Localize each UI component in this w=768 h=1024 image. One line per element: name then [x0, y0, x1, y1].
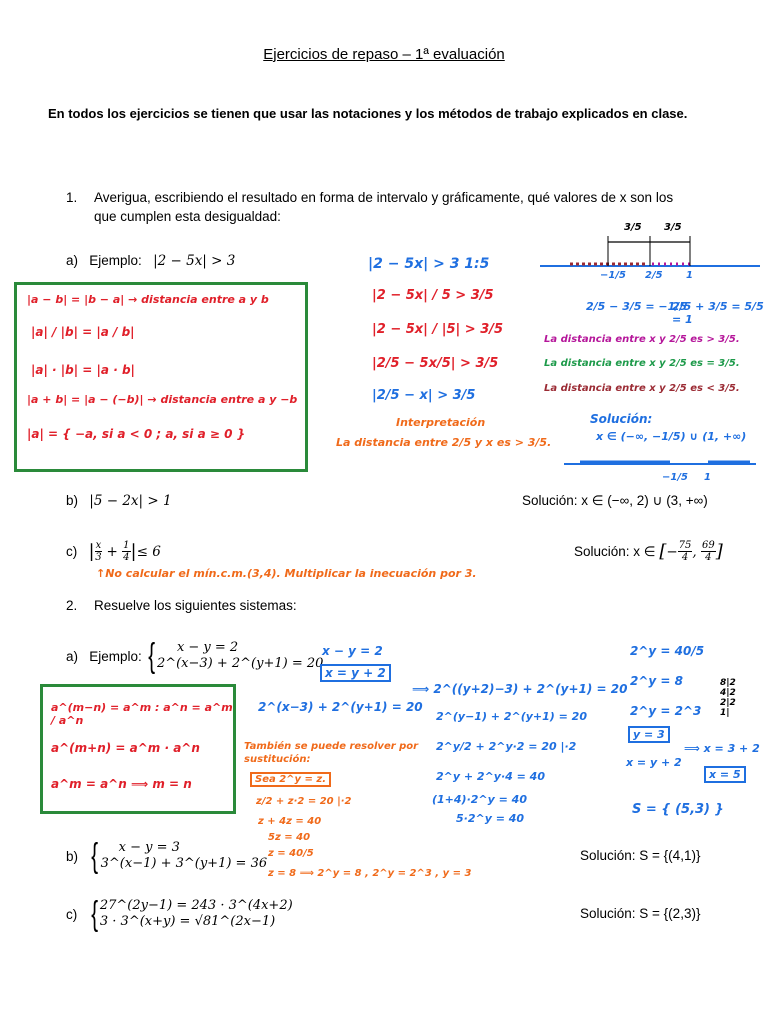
note-line: |a| = { −a, si a < 0 ; a, si a ≥ 0 } [27, 427, 246, 441]
item-label: a) [66, 648, 79, 664]
question-text-line2: que cumplen esta desigualdad: [94, 209, 281, 224]
step: 2^y = 40/5 [630, 644, 705, 658]
equation: x − y = 3 [118, 840, 180, 855]
equation: 27^(2y−1) = 243 · 3^(4x+2) [99, 898, 293, 913]
item-label: b) [66, 848, 79, 864]
factor-row: 4|2 [720, 688, 736, 698]
note-line: |a| · |b| = |a · b| [31, 363, 135, 377]
interp-label: Interpretación [396, 416, 486, 429]
orange-note: 5z = 40 [268, 832, 311, 843]
step: 2^y = 2^3 [630, 704, 702, 718]
item-label: c) [66, 544, 78, 559]
step: (1+4)·2^y = 40 [432, 793, 527, 806]
nl-tick: −1/5 [662, 472, 688, 483]
item-label: c) [66, 906, 78, 922]
system: { x − y = 2 2^(x−3) + 2^(y+1) = 20 [147, 637, 324, 675]
q1-a [66, 253, 235, 269]
orange-note: z + 4z = 40 [258, 816, 322, 827]
orange-note: z/2 + z·2 = 20 |·2 [256, 796, 352, 807]
num: 75 [678, 540, 692, 551]
q1-c [66, 540, 161, 563]
den: 4 [705, 552, 712, 563]
question-text-line1: Averigua, escribiendo el resultado en forma de intervalo y gráficamente, qué valores de x son los [94, 190, 674, 205]
dist-note: La distancia entre x y 2/5 es = 3/5. [544, 358, 740, 369]
nl-tick: 2/5 [645, 270, 663, 281]
nl-tick: −1/5 [600, 270, 626, 281]
factor-row: 1| [720, 708, 730, 718]
step: |2 − 5x| / 5 > 3/5 [372, 288, 494, 303]
step: x = y + 2 [320, 664, 391, 682]
item-label: a) [66, 253, 79, 268]
note-line: |a + b| = |a − (−b)| → distancia entre a y −b [27, 393, 298, 406]
solution-number-line [560, 454, 760, 474]
q2-a [66, 637, 324, 675]
q2-c [66, 895, 293, 933]
solution-c: Solución: x ∈ [ − $\frac{75}{4}$ , $\frac{69}{4}$ ] [574, 540, 723, 563]
notes-box-abs [14, 282, 308, 472]
abs-bar: | [88, 541, 95, 562]
system: { 27^(2y−1) = 243 · 3^(4x+2) 3 · 3^(x+y) = √81^(2x−1) [90, 895, 293, 933]
note-line: a^(m+n) = a^m · a^n [51, 741, 200, 755]
question-1 [66, 188, 673, 226]
solution-label: Solución: [590, 412, 653, 426]
step: ⟹ x = 3 + 2 [684, 742, 760, 755]
example-label: Ejemplo: [89, 253, 142, 268]
orange-note: z = 40/5 [268, 848, 314, 859]
step: x = y + 2 [626, 756, 682, 769]
sum: 2/5 − 3/5 = −1/5 [586, 300, 687, 313]
num: 69 [702, 540, 715, 551]
step: 2^y/2 + 2^y·2 = 20 |·2 [436, 740, 577, 753]
dist-note: La distancia entre x y 2/5 es > 3/5. [544, 334, 740, 345]
note-line: |a − b| = |b − a| → distancia entre a y b [27, 293, 269, 306]
orange-note: También se puede resolver por sustitución: [244, 741, 419, 765]
inequality-tail: ≤ 6 [136, 543, 161, 560]
question-2 [66, 598, 297, 613]
step: 2^(x−3) + 2^(y+1) = 20 [258, 700, 423, 714]
factorization [720, 678, 736, 718]
solution-prefix: Solución: x ∈ [574, 543, 656, 559]
interp-text: La distancia entre 2/5 y x es > 3/5. [336, 436, 552, 449]
step: |2 − 5x| / |5| > 3/5 [372, 322, 504, 337]
question-text: Resuelve los siguientes sistemas: [94, 598, 297, 613]
step: |2 − 5x| > 3 1:5 [368, 256, 490, 272]
solution-b: Solución: S = {(4,1)} [580, 848, 701, 863]
solution-interval: x ∈ (−∞, −1/5) ∪ (1, +∞) [596, 430, 747, 443]
step: y = 3 [628, 726, 670, 743]
step: 2^y + 2^y·4 = 40 [436, 770, 545, 783]
nl-tick: 1 [704, 472, 711, 483]
question-number: 1. [66, 190, 78, 205]
sum: 2/5 + 3/5 = 5/5 = 1 [672, 300, 764, 326]
factor-row: 2|2 [720, 698, 736, 708]
fraction: $\frac{x}{3}$ [95, 540, 102, 563]
nl-tick: 1 [686, 270, 693, 281]
orange-note: z = 8 ⟹ 2^y = 8 , 2^y = 2^3 , y = 3 [268, 868, 472, 879]
dist-note: La distancia entre x y 2/5 es < 3/5. [544, 383, 740, 394]
notes-box-powers [40, 684, 236, 814]
equation: x − y = 2 [176, 640, 239, 655]
solution-b: Solución: x ∈ (−∞, 2) ∪ (3, +∞) [522, 493, 708, 508]
factor-row: 8|2 [720, 678, 736, 688]
note-line: |a| / |b| = |a / b| [31, 325, 135, 339]
step: x = 5 [704, 766, 746, 783]
fraction: $\frac{1}{4}$ [123, 540, 130, 563]
instructions: En todos los ejercicios se tienen que usar las notaciones y los métodos de trabajo explicados en clase. [48, 106, 688, 121]
note-line: a^m = a^n ⟹ m = n [51, 777, 192, 791]
q1-b [66, 493, 172, 509]
den: 4 [681, 552, 689, 563]
step: 2^(y−1) + 2^(y+1) = 20 [436, 710, 587, 723]
equation: 3^(x−1) + 3^(y+1) = 36 [100, 856, 268, 871]
note-c-text: No calcular el mín.c.m.(3,4). Multiplicar la inecuación por 3. [105, 567, 477, 580]
step: |2/5 − 5x/5| > 3/5 [372, 356, 499, 371]
note-c: ↑No calcular el mín.c.m.(3,4). Multiplicar la inecuación por 3. [96, 567, 477, 580]
plus: + [102, 543, 123, 560]
equation: 2^(x−3) + 2^(y+1) = 20 [156, 656, 324, 671]
equation: 3 · 3^(x+y) = √81^(2x−1) [99, 914, 276, 929]
question-number: 2. [66, 598, 78, 613]
abs-bar: | [130, 541, 137, 562]
step: 5·2^y = 40 [456, 812, 525, 825]
solution-c: Solución: S = {(2,3)} [580, 906, 701, 921]
page-title: Ejercicios de repaso – 1ª evaluación [263, 46, 505, 63]
inequality: |5 − 2x| > 1 [89, 493, 172, 509]
step: x − y = 2 [322, 644, 383, 658]
example-label: Ejemplo: [89, 648, 142, 664]
solution-set: S = { (5,3) } [632, 802, 724, 817]
step: |2/5 − x| > 3/5 [372, 388, 476, 403]
nl-label: 3/5 [624, 222, 642, 233]
step: ⟹ 2^((y+2)−3) + 2^(y+1) = 20 [412, 682, 628, 696]
step: 2^y = 8 [630, 674, 683, 688]
note-line: a^(m−n) = a^m : a^n = a^m / a^n [51, 701, 233, 727]
q2-b [66, 837, 268, 875]
inequality: |2 − 5x| > 3 [153, 253, 236, 269]
orange-note: Sea 2^y = z. [250, 772, 331, 787]
item-label: b) [66, 493, 79, 508]
system: { x − y = 3 3^(x−1) + 3^(y+1) = 36 [91, 837, 268, 875]
nl-label: 3/5 [664, 222, 682, 233]
